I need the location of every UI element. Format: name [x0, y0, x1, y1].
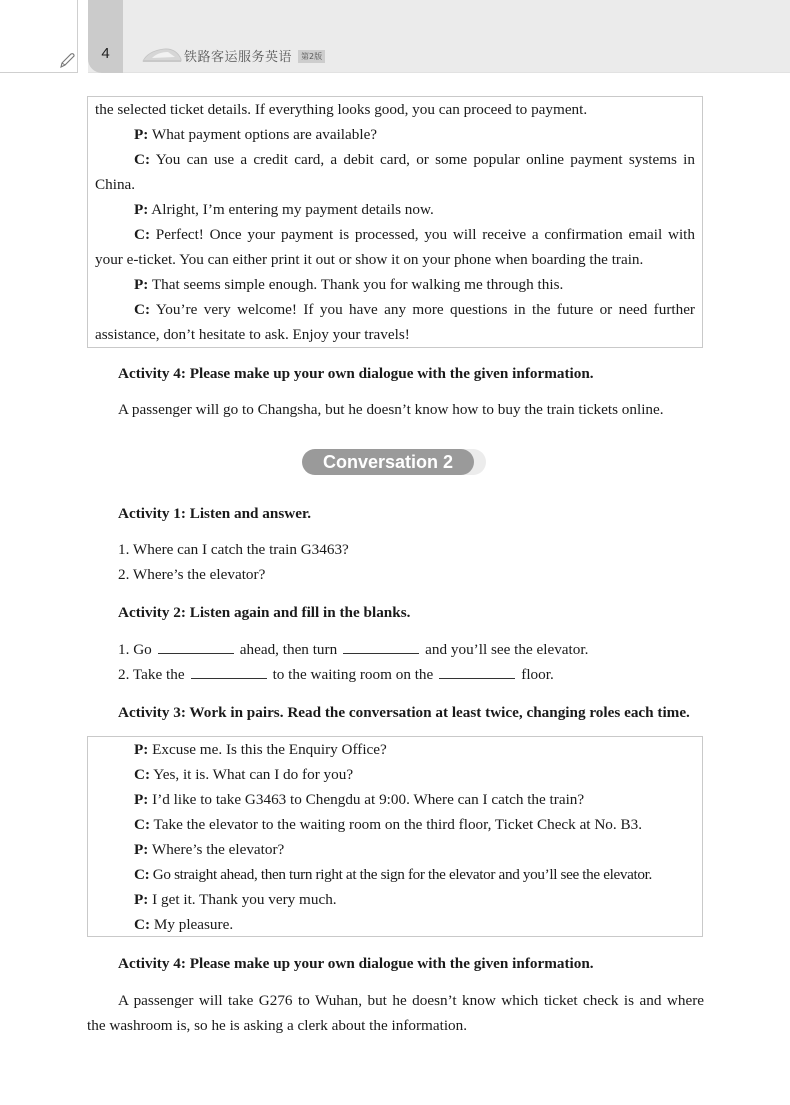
speaker-label: P:	[134, 741, 149, 758]
dialogue-line	[134, 916, 233, 934]
dialogue-text: My pleasure.	[150, 916, 234, 933]
dialogue-text: Where’s the elevator?	[148, 841, 285, 858]
speaker-label: P:	[134, 841, 149, 858]
dialogue-line	[134, 891, 337, 909]
speaker-label: C:	[134, 916, 151, 933]
dialogue-line	[134, 741, 387, 759]
dialogue-line	[134, 866, 652, 884]
dialogue-text: What payment options are available?	[148, 126, 378, 143]
activity-4-title: Activity 4: Please make up your own dialogue with the given information.	[118, 955, 594, 972]
answer-blank[interactable]	[343, 641, 419, 654]
activity-4-prompt-line: the washroom is, so he is asking a clerk about the information.	[87, 1017, 468, 1034]
dialogue-line	[134, 151, 695, 169]
dialogue-text: That seems simple enough. Thank you for walking me through this.	[148, 276, 564, 293]
margin-note-box	[0, 0, 78, 73]
activity-4-title: Activity 4: Please make up your own dialogue with the given information.	[118, 365, 594, 382]
speaker-label: P:	[134, 791, 149, 808]
dialogue-text: Alright, I’m entering my payment details now.	[148, 201, 434, 218]
dialogue-text: Excuse me. Is this the Enquiry Office?	[148, 741, 387, 758]
dialogue-text: Take the elevator to the waiting room on the third floor, Ticket Check at No. B3.	[150, 816, 642, 833]
dialogue-line	[134, 201, 434, 219]
speaker-label: C:	[134, 866, 150, 883]
fill-text: ahead, then turn	[239, 641, 338, 658]
dialogue-text: China.	[95, 176, 136, 193]
dialogue-line	[134, 126, 377, 144]
dialogue-text: your e-ticket. You can either print it out or show it on your phone when boarding the train.	[95, 251, 644, 268]
speaker-label: P:	[134, 276, 149, 293]
page-number: 4	[101, 45, 110, 62]
dialogue-text: You’re very welcome! If you have any more questions in the future or need further	[150, 301, 695, 318]
dialogue-line	[134, 226, 695, 244]
dialogue-text: Perfect! Once your payment is processed, you will receive a confirmation email with	[150, 226, 695, 243]
speaker-label: C:	[134, 301, 151, 318]
activity-1-title: Activity 1: Listen and answer.	[118, 505, 312, 522]
answer-blank[interactable]	[191, 666, 267, 679]
edition-badge: 第2版	[298, 50, 325, 63]
speaker-label: C:	[134, 766, 151, 783]
dialogue-text: I’d like to take G3463 to Chengdu at 9:00. Where can I catch the train?	[148, 791, 585, 808]
dialogue-line	[134, 301, 695, 319]
dialogue-line	[134, 791, 584, 809]
fill-text: 2. Take the	[118, 666, 185, 683]
fill-blank-item	[118, 666, 554, 684]
question-item: 2. Where’s the elevator?	[118, 566, 266, 583]
dialogue-line	[95, 326, 410, 344]
pencil-icon	[58, 52, 76, 70]
dialogue-text: the selected ticket details. If everything looks good, you can proceed to payment.	[95, 101, 588, 118]
fill-text: and you’ll see the elevator.	[425, 641, 589, 658]
dialogue-line	[134, 766, 353, 784]
fill-text: to the waiting room on the	[272, 666, 434, 683]
speaker-label: C:	[134, 151, 151, 168]
dialogue-line	[134, 276, 563, 294]
fill-blank-item	[118, 641, 588, 659]
book-title: 铁路客运服务英语	[184, 50, 293, 65]
dialogue-text: You can use a credit card, a debit card, or some popular online payment systems in	[150, 151, 695, 168]
activity-4-prompt: A passenger will go to Changsha, but he doesn’t know how to buy the train tickets online.	[118, 401, 664, 418]
dialogue-line	[95, 176, 135, 194]
dialogue-line	[134, 841, 284, 859]
speaker-label: P:	[134, 891, 149, 908]
dialogue-line	[95, 251, 643, 269]
dialogue-line	[95, 101, 587, 119]
activity-3-title: Activity 3: Work in pairs. Read the conversation at least twice, changing roles each time.	[118, 704, 690, 721]
fill-text: floor.	[521, 666, 554, 683]
dialogue-text: Yes, it is. What can I do for you?	[150, 766, 354, 783]
fill-text: 1. Go	[118, 641, 152, 658]
dialogue-text: I get it. Thank you very much.	[148, 891, 337, 908]
activity-4-prompt-line: A passenger will take G276 to Wuhan, but he doesn’t know which ticket check is and where	[118, 992, 704, 1009]
answer-blank[interactable]	[439, 666, 515, 679]
speaker-label: C:	[134, 816, 151, 833]
dialogue-text: Go straight ahead, then turn right at the sign for the elevator and you’ll see the elevator.	[149, 866, 652, 883]
dialogue-line	[134, 816, 642, 834]
question-item: 1. Where can I catch the train G3463?	[118, 541, 349, 558]
activity-2-title: Activity 2: Listen again and fill in the blanks.	[118, 604, 411, 621]
answer-blank[interactable]	[158, 641, 234, 654]
speaker-label: C:	[134, 226, 151, 243]
heading-pill-label: Conversation 2	[302, 449, 474, 475]
dialogue-text: assistance, don’t hesitate to ask. Enjoy your travels!	[95, 326, 410, 343]
high-speed-train-icon	[142, 47, 182, 63]
conversation-2-heading	[302, 449, 486, 477]
speaker-label: P:	[134, 201, 149, 218]
page-number-tab	[88, 0, 123, 73]
speaker-label: P:	[134, 126, 149, 143]
